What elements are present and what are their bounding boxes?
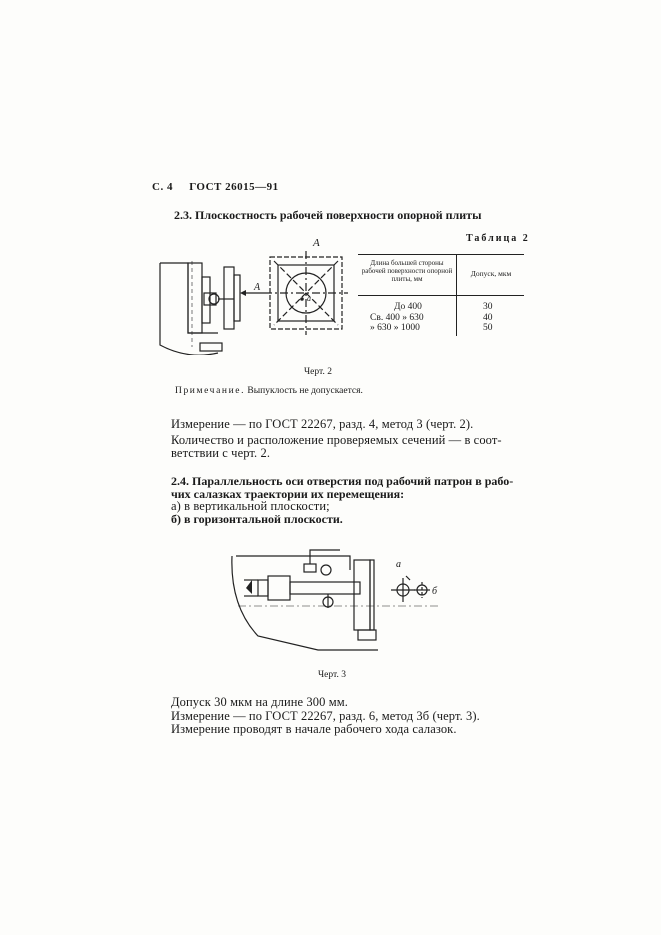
section-2-3-sections-line-1: Количество и расположение проверяемых сечений — в соот-	[171, 433, 502, 447]
figure-3-drawing	[228, 546, 448, 656]
note-label: Примечание.	[175, 386, 246, 396]
figure-2-point-label: a	[307, 294, 311, 303]
table-2-title: Таблица 2	[466, 233, 530, 244]
section-2-4-item-a: а) в вертикальной плоскости;	[171, 499, 330, 513]
section-2-4-tolerance: Допуск 30 мкм на длине 300 мм.	[171, 695, 348, 709]
section-2-3-measurement: Измерение — по ГОСТ 22267, разд. 4, метод 3 (черт. 2).	[171, 417, 474, 431]
table-row-1-tolerance: 30	[483, 302, 493, 312]
figure-2-view-label: А	[313, 237, 320, 249]
figure-3-caption: Черт. 3	[318, 670, 346, 680]
table-row-2-length: Св. 400 » 630	[370, 313, 424, 323]
figure-2-drawing	[148, 235, 368, 355]
figure-3-label-b: б	[432, 586, 438, 597]
section-2-3-sections-line-2: ветствии с черт. 2.	[171, 446, 271, 460]
figure-2-arrow-label: А	[254, 282, 261, 293]
section-2-4-title-line-2: чих салазках траектории их перемещения:	[171, 487, 405, 501]
table-row-3-length: » 630 » 1000	[370, 323, 420, 333]
page-number: С. 4	[152, 181, 173, 193]
table-row-1-length: До 400	[394, 302, 422, 312]
figure-2-caption: Черт. 2	[304, 367, 332, 377]
note	[175, 387, 363, 397]
table-2-header	[358, 254, 524, 296]
table-header-length: Длина большей стороны рабочей поверхности опорной плиты, мм	[361, 259, 453, 283]
gost-number: ГОСТ 26015—91	[189, 181, 279, 193]
table-column-divider	[456, 254, 457, 336]
table-header-tolerance: Допуск, мкм	[470, 269, 512, 278]
table-row-2-tolerance: 40	[483, 313, 493, 323]
section-2-4-item-b: б) в горизонтальной плоскости.	[171, 512, 343, 526]
section-2-4-title-line-1: 2.4. Параллельность оси отверстия под рабочий патрон в рабо-	[171, 474, 514, 488]
section-2-4-procedure: Измерение проводят в начале рабочего хода салазок.	[171, 722, 457, 736]
section-2-4-measurement: Измерение — по ГОСТ 22267, разд. 6, метод 3б (черт. 3).	[171, 709, 480, 723]
table-row-3-tolerance: 50	[483, 323, 493, 333]
figure-3-label-a: а	[396, 559, 401, 570]
note-text: Выпуклость не допускается.	[247, 386, 363, 396]
section-2-3-title: 2.3. Плоскостность рабочей поверхности опорной плиты	[174, 208, 482, 222]
page-header	[152, 182, 279, 193]
